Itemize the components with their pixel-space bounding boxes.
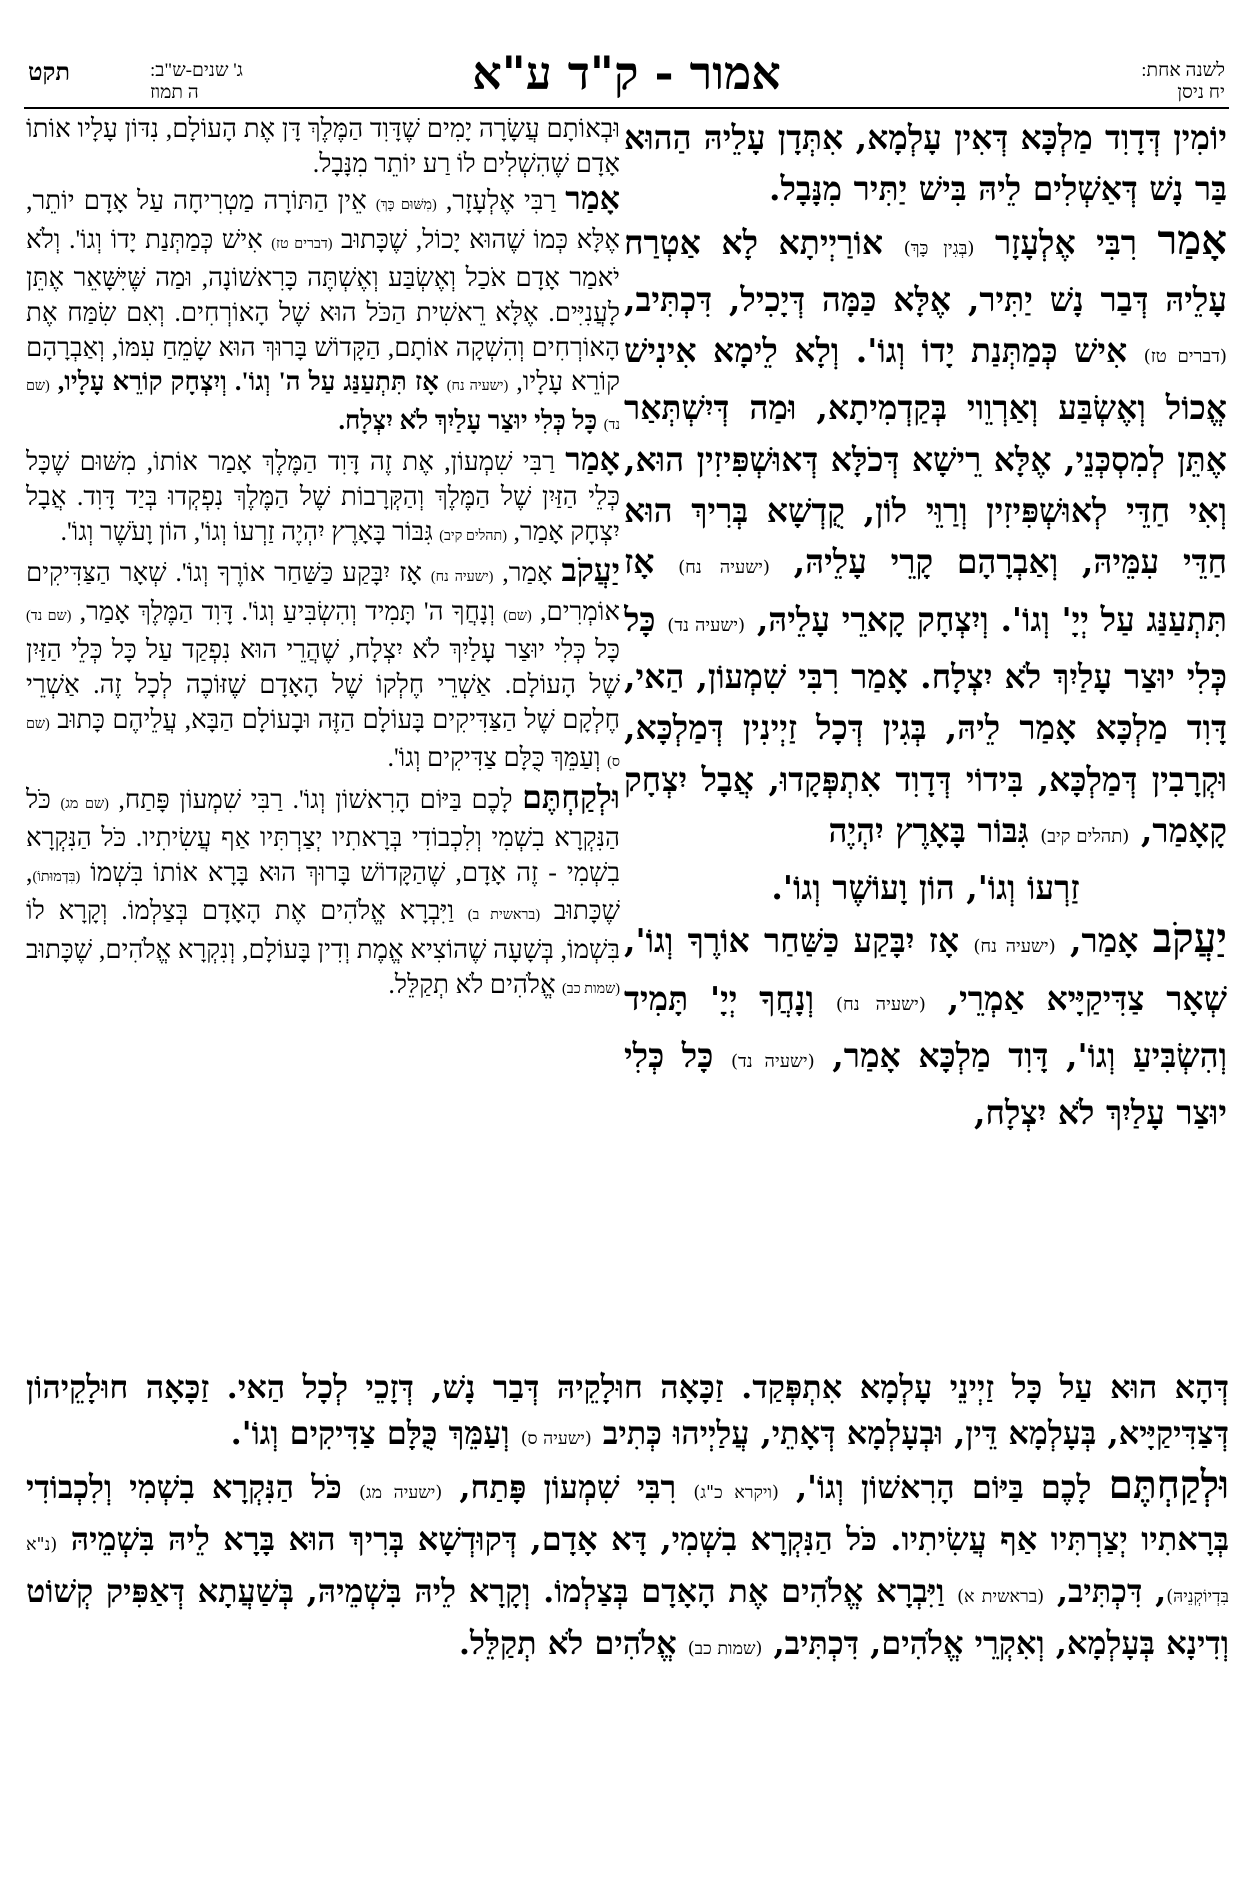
translation-paragraph: אָמַר רַבִּי אֶלְעָזָר, (מִשּׁוּם כָּךְ) אֵין הַתּוֹרָה מַטְרִיחָה עַל אָדָם יוֹתֵר, אֶלָּא כְּמוֹ שֶׁהוּא יָכוֹל, שֶׁכָּתוּב (דברים טז) אִישׁ כְּמַתְּנַת יָדוֹ וְגוֹ'. וְלֹא יֹאמַר אָדָם אֹכַל וְאֶשְׂבַּע וְאֶשְׁתֶּה כָּרִאשׁוֹנָה, וּמַה שֶּׁיִּשָּׁאֵר אֶתֵּן לָעֲנִיִּים. אֶלָּא רֵאשִׁית הַכֹּל הוּא שֶׁל הָאוֹרְחִים. וְאִם שִׂמַּח אֶת הָאוֹרְחִים וְהִשְׁקָה אוֹתָם, הַקָּדוֹשׁ בָּרוּךְ הוּא שָׂמֵחַ עִמּוֹ, וְאַבְרָהָם קוֹרֵא עָלָיו, (ישעיה נח) אָז תִּתְעַנַּג עַל ה' וְגוֹ'. וְיִצְחָק קוֹרֵא עָלָיו, (שם נד) כָּל כְּלִי יוּצַר עָלַיִךְ לֹא יִצְלָח.: [26, 181, 620, 435]
header-study-cycle-three-year: [150, 60, 243, 104]
bottom-paragraph: דְּהָא הוּא עַל כָּל זַיְינֵי עָלְמָא אִתְפְּקַד. זַכָּאָה חוּלָקֵיהּ דְּבַר נָשׁ, דְּזָכֵי לְכָל הַאי. זַכָּאָה חוּלָקֵיהוֹן דְּצַדִּיקַיָּיא, בְּעָלְמָא דֵּין, וּבְעָלְמָא דְּאָתֵי, עֲלַיְיהוּ כְּתִיב (ישעיה ס) וְעַמֵּךְ כֻּלָּם צַדִּיקִים וְגוֹ'.: [26, 1368, 1229, 1452]
main-paragraph: יַעֲקֹב אָמַר, (ישעיה נח) אָז יִבָּקַע כַּשַּׁחַר אוֹרֶךָ וְגוֹ', שְׁאָר צַדִּיקַיָּיא אַמְרֵי, (ישעיה נח) וְנָחֲךָ יְיָ' תָּמִיד וְהִשְׂבִּיעַ וְגוֹ', דָּוִד מַלְכָּא אָמַר, (ישעיה נד) כָּל כְּלִי יוּצַר עָלַיִךְ לֹא יִצְלָח,: [624, 915, 1227, 1133]
citation: (שמות כב): [562, 980, 620, 997]
bottom-text-section: [26, 1364, 1229, 1864]
header-cycle-label: ג' שנים-ש"ב:: [150, 60, 243, 81]
translation-paragraph: וּלְקַחְתֶּם לָכֶם בַּיּוֹם הָרִאשׁוֹן וְגוֹ'. רַבִּי שִׁמְעוֹן פָּתַח, (שם מג) כֹּל הַנִּקְרָא בִשְׁמִי וְלִכְבוֹדִי בְּרָאתִיו יְצַרְתִּיו אַף עֲשִׂיתִיו. כֹּל הַנִּקְרָא בִשְׁמִי - זֶה אָדָם, שֶׁהַקָּדוֹשׁ בָּרוּךְ הוּא בָּרָא אוֹתוֹ בִּשְׁמוֹ (בִּדְמוּתוֹ), שֶׁכָּתוּב (בראשית ב) וַיִּבְרָא אֱלֹהִים אֶת הָאָדָם בְּצַלְמוֹ. וְקָרָא לוֹ בִּשְׁמוֹ, בְּשָׁעָה שֶׁהוֹצִיא אֱמֶת וְדִין בָּעוֹלָם, וְנִקְרָא אֱלֹהִים, שֶׁכָּתוּב (שמות כב) אֱלֹהִים לֹא תְקַלֵּל.: [26, 779, 620, 999]
translation-paragraph: וּבְאוֹתָם עֲשָׂרָה יָמִים שֶׁדָּוִד הַמֶּלֶךְ דָּן אֶת הָעוֹלָם, נִדּוֹן עָלָיו אוֹתוֹ אָדָם שֶׁהִשְׁלִים לוֹ רַע יוֹתֵר מִנָּבָל.: [26, 114, 620, 178]
citation: (ישעיה נח): [678, 557, 770, 579]
citation: (ישעיה ס): [520, 1429, 592, 1449]
paragraph-lead-word: אָמַר: [1157, 216, 1227, 264]
paragraph-lead-word: יַעֲקֹב: [1152, 915, 1227, 963]
paragraph-lead-word: יַעֲקֹב: [561, 553, 620, 589]
header-cycle-date: יח ניסן: [1177, 82, 1225, 103]
page-title: אמור - ק"ד ע"א: [472, 46, 781, 100]
paragraph-lead-word: אָמַר: [565, 181, 620, 217]
citation: (מִשּׁוּם כָּךְ): [375, 197, 437, 214]
bottom-paragraph: וּלְקַחְתֶּם לָכֶם בַּיּוֹם הָרִאשׁוֹן וְגוֹ', (ויקרא כ"ג) רִבִּי שִׁמְעוֹן פָּתַח, (ישעיה מג) כֹּל הַנִּקְרָא בִשְׁמִי וְלִכְבוֹדִי בְּרָאתִיו יְצַרְתִּיו אַף עֲשִׂיתִיו. כֹּל הַנִּקְרָא בִשְׁמִי, דָּא אָדָם, דְּקוּדְשָׁא בְּרִיךְ הוּא בָּרָא לֵיהּ בִּשְׁמֵיהּ (נ"א בִּדְיוֹקְנֵיהּ), דִּכְתִּיב, (בראשית א) וַיִּבְרָא אֱלֹהִים אֶת הָאָדָם בְּצַלְמוֹ. וְקָרָא לֵיהּ בִּשְׁמֵיהּ, בְּשַׁעֲתָא דְּאַפִּיק קְשׁוֹט וְדִינָא בְּעָלְמָא, וְאִקְרֵי אֱלֹהִים, דִּכְתִּיב, (שמות כב) אֱלֹהִים לֹא תְקַלֵּל.: [26, 1462, 1229, 1662]
citation: (שמות כב): [687, 1639, 763, 1659]
citation: (שם מג): [60, 795, 109, 812]
citation: (ישעיה מג): [358, 1483, 443, 1503]
header-cycle-label: לשנה אחת:: [1141, 60, 1225, 81]
citation: (ישעיה נח): [430, 569, 494, 586]
citation: (דברים טז): [1143, 346, 1227, 368]
citation: (בִּדְמוּתוֹ): [32, 868, 81, 885]
header-divider: [24, 107, 1229, 109]
paragraph-lead-word: וּלְקַחְתֶּם: [1108, 1462, 1229, 1508]
citation: (ישעיה נד): [667, 614, 746, 636]
main-paragraph: יוֹמִין דְּדָוִד מַלְכָּא דְּאִין עָלְמָא, אִתְּדָן עָלֵיהּ הַהוּא בַּר נָשׁ דְּאַשְׁלִים לֵיהּ בִּישׁ יַתִּיר מִנָּבָל.: [624, 118, 1227, 209]
citation: (נ"א בִּדְיוֹקְנֵיהּ): [26, 1535, 1229, 1607]
translation-paragraph: יַעֲקֹב אָמַר, (ישעיה נח) אָז יִבָּקַע כַּשַּׁחַר אוֹרֶךָ וְגוֹ'. שְׁאָר הַצַּדִּיקִים אוֹמְרִים, (שם) וְנָחֲךָ ה' תָּמִיד וְהִשְׂבִּיעַ וְגוֹ'. דָּוִד הַמֶּלֶךְ אָמַר, (שם נד) כָּל כְּלִי יוּצַר עָלַיִךְ לֹא יִצְלָח, שֶׁהֲרֵי הוּא נִפְקַד עַל כָּל כְּלֵי הַזַּיִן שֶׁל הָעוֹלָם. אַשְׁרֵי חֶלְקוֹ שֶׁל הָאָדָם שֶׁזּוֹכֶה לְכָל זֶה. אַשְׁרֵי חֶלְקָם שֶׁל הַצַּדִּיקִים בָּעוֹלָם הַזֶּה וּבָעוֹלָם הַבָּא, עֲלֵיהֶם כָּתוּב (שם ס) וְעַמֵּךְ כֻּלָּם צַדִּיקִים וְגוֹ'.: [26, 553, 620, 773]
citation: (שם): [503, 607, 532, 624]
citation: (שם ס): [26, 715, 620, 771]
citation: (דברים טז): [271, 235, 333, 252]
citation: (ישעיה נח): [973, 936, 1056, 958]
citation: (תהלים קיב): [439, 527, 507, 544]
citation: (ויקרא כ"ג): [693, 1483, 779, 1503]
citation: (בראשית א): [957, 1587, 1045, 1607]
citation: (שם נד): [26, 378, 620, 433]
citation: (ישעיה נח): [446, 378, 509, 395]
page-number: תקט: [28, 60, 70, 86]
main-text-column: [624, 112, 1227, 1357]
main-paragraph: אָמַר רִבִּי אֶלְעָזָר (בְּגִין כָּךְ) אוֹרַיְיתָא לָא אַטְרַח עָלֵיהּ דְּבַר נָשׁ יַתִּיר, אֶלָּא כַּמָּה דְּיָכִיל, דִּכְתִּיב, (דברים טז) אִישׁ כְּמַתְּנַת יָדוֹ וְגוֹ'. וְלָא לֵימָא אִינִישׁ אֱכוֹל וְאֶשְׂבַּע וְאַרְוֵוי בְּקַדְמִיתָא, וּמַה דְּיִשְׁתְּאַר אֶתֵּן לְמִסְכְּנֵי, אֶלָּא רֵישָׁא דְּכֹלָּא דְּאוּשְׁפִּיזִין הוּא, וְאִי חַדֵּי לְאוּשְׁפִּיזִין וְרַוֵּי לוֹן, קֻדְשָׁא בְּרִיךְ הוּא חַדֵּי עִמֵּיהּ, וְאַבְרָהָם קָרֵי עָלֵיהּ, (ישעיה נח) אָז תִּתְעַנַּג עַל יְיָ' וְגוֹ'. וְיִצְחָק קָארֵי עָלֵיהּ, (ישעיה נד) כָּל כְּלִי יוּצַר עָלַיִךְ לֹא יִצְלָח. אָמַר רִבִּי שִׁמְעוֹן, הַאי, דָּוִד מַלְכָּא אָמַר לֵיהּ, בְּגִין דְּכָל זַיְינִין דְּמַלְכָּא, וּקְרָבִין דְּמַלְכָּא, בִּידוֹי דְּדָוִד אִתְפְּקָדוּ, אֲבָל יִצְחָק קָאָמַר, (תהלים קיב) גִּבּוֹר בָּאָרֶץ יִהְיֶה: [624, 216, 1227, 850]
paragraph-lead-word: וּלְקַחְתֶּם: [522, 779, 620, 815]
citation: (ישעיה נד): [730, 1051, 815, 1073]
citation: (בְּגִין כָּךְ): [903, 237, 975, 259]
citation: (שם נד): [26, 607, 72, 624]
header-cycle-date: ה תמוז: [150, 82, 199, 103]
citation: (בראשית ב): [467, 907, 541, 924]
paragraph-lead-word: אָמַר: [565, 442, 620, 478]
citation: (ישעיה נח): [835, 993, 926, 1015]
main-paragraph: זַרְעוֹ וְגוֹ', הוֹן וָעוֹשֶׁר וְגוֹ'.: [771, 868, 1080, 908]
translation-paragraph: אָמַר רַבִּי שִׁמְעוֹן, אֶת זֶה דָּוִד הַמֶּלֶךְ אָמַר אוֹתוֹ, מִשּׁוּם שֶׁכָּל כְּלֵי הַזַּיִן שֶׁל הַמֶּלֶךְ וְהַקְּרָבוֹת שֶׁל הַמֶּלֶךְ נִפְקְדוּ בְּיַד דָּוִד. אֲבָל יִצְחָק אָמַר, (תהלים קיב) גִּבּוֹר בָּאָרֶץ יִהְיֶה זַרְעוֹ וְגוֹ', הוֹן וָעֹשֶׁר וְגוֹ'.: [26, 442, 620, 546]
citation: (תהלים קיב): [1040, 825, 1130, 847]
translation-column: [26, 112, 620, 1362]
